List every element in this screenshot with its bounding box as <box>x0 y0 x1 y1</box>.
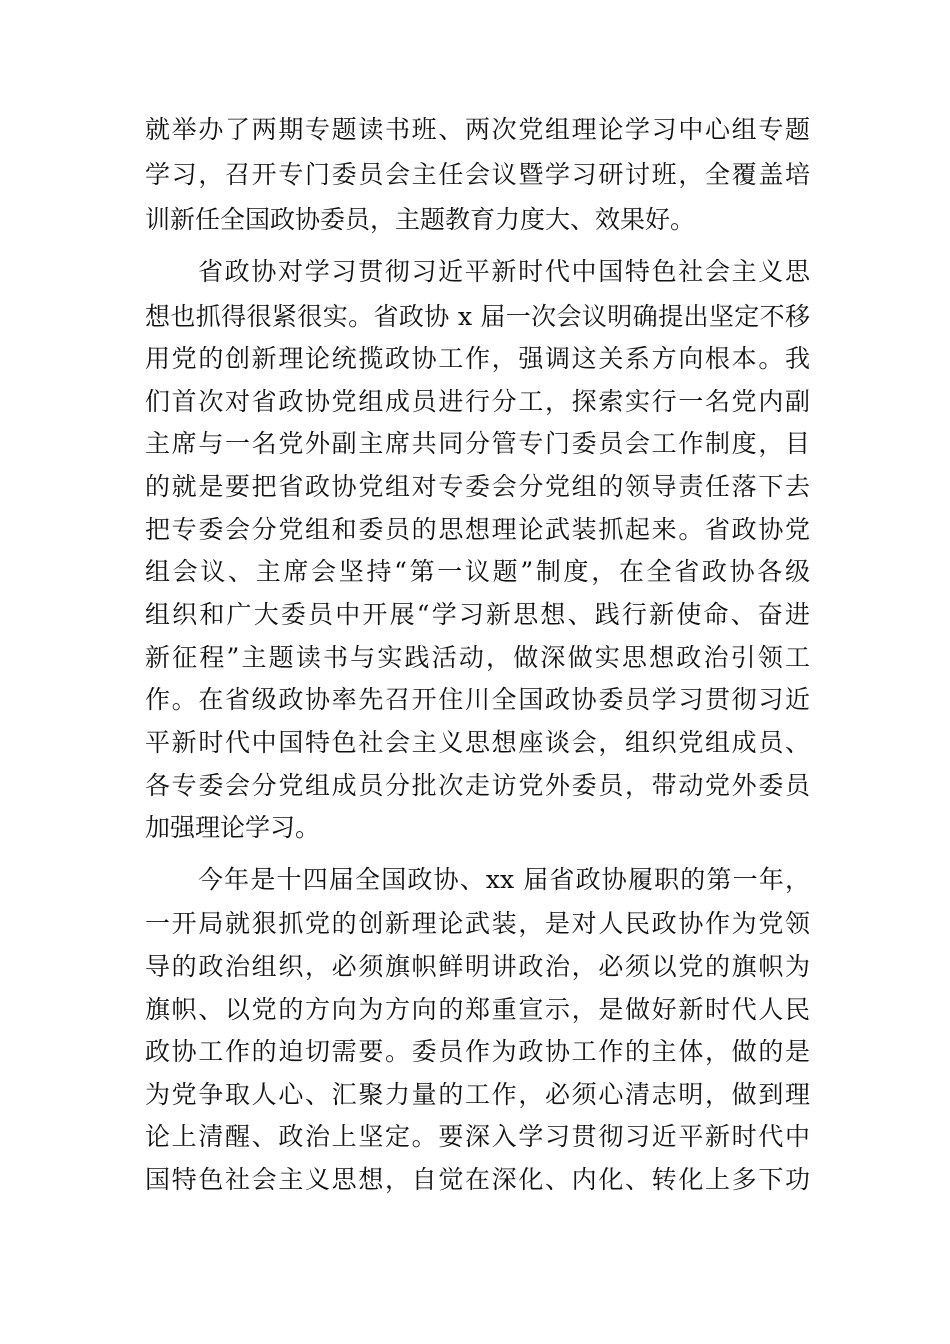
text-line: 新征程”主题读书与实践活动，做深做实思想政治引领工 <box>145 643 810 672</box>
text-line: 组织和广大委员中开展“学习新思想、践行新使命、奋进 <box>145 600 810 629</box>
text-line: 政协工作的迫切需要。委员作为政协工作的主体，做的是 <box>145 1037 810 1066</box>
text-line: 平新时代中国特色社会主义思想座谈会，组织党组成员、 <box>145 728 810 757</box>
text-line: 用党的创新理论统揽政协工作，强调这关系方向根本。我 <box>145 344 810 373</box>
text-line: 主席与一名党外副主席共同分管专门委员会工作制度，目 <box>145 429 810 458</box>
text-line: 的就是要把省政协党组对专委会分党组的领导责任落下去 <box>145 472 810 501</box>
text-line: 就举办了两期专题读书班、两次党组理论学习中心组专题 <box>145 115 810 144</box>
text-line: 今年是十四届全国政协、xx 届省政协履职的第一年， <box>198 865 810 894</box>
text-line: 组会议、主席会坚持“第一议题”制度，在全省政协各级 <box>145 557 810 586</box>
text-line: 加强理论学习。 <box>145 813 321 842</box>
text-line: 作。在省级政协率先召开住川全国政协委员学习贯彻习近 <box>145 685 810 714</box>
text-line: 们首次对省政协党组成员进行分工，探索实行一名党内副 <box>145 387 810 416</box>
text-line: 把专委会分党组和委员的思想理论武装抓起来。省政协党 <box>145 515 810 544</box>
text-line: 训新任全国政协委员，主题教育力度大、效果好。 <box>145 205 696 234</box>
text-line: 各专委会分党组成员分批次走访党外委员，带动党外委员 <box>145 771 810 800</box>
text-line: 想也抓得很紧很实。省政协 x 届一次会议明确提出坚定不移 <box>145 302 810 331</box>
text-line: 论上清醒、政治上坚定。要深入学习贯彻习近平新时代中 <box>145 1122 810 1151</box>
text-line: 旗帜、以党的方向为方向的郑重宣示，是做好新时代人民 <box>145 995 810 1024</box>
text-line: 国特色社会主义思想，自觉在深化、内化、转化上多下功 <box>145 1165 810 1194</box>
text-line: 省政协对学习贯彻习近平新时代中国特色社会主义思 <box>198 257 810 286</box>
text-line: 导的政治组织，必须旗帜鲜明讲政治，必须以党的旗帜为 <box>145 952 810 981</box>
text-line: 学习，召开专门委员会主任会议暨学习研讨班，全覆盖培 <box>145 160 810 189</box>
text-line: 一开局就狠抓党的创新理论武装，是对人民政协作为党领 <box>145 909 810 938</box>
text-line: 为党争取人心、汇聚力量的工作，必须心清志明，做到理 <box>145 1080 810 1109</box>
